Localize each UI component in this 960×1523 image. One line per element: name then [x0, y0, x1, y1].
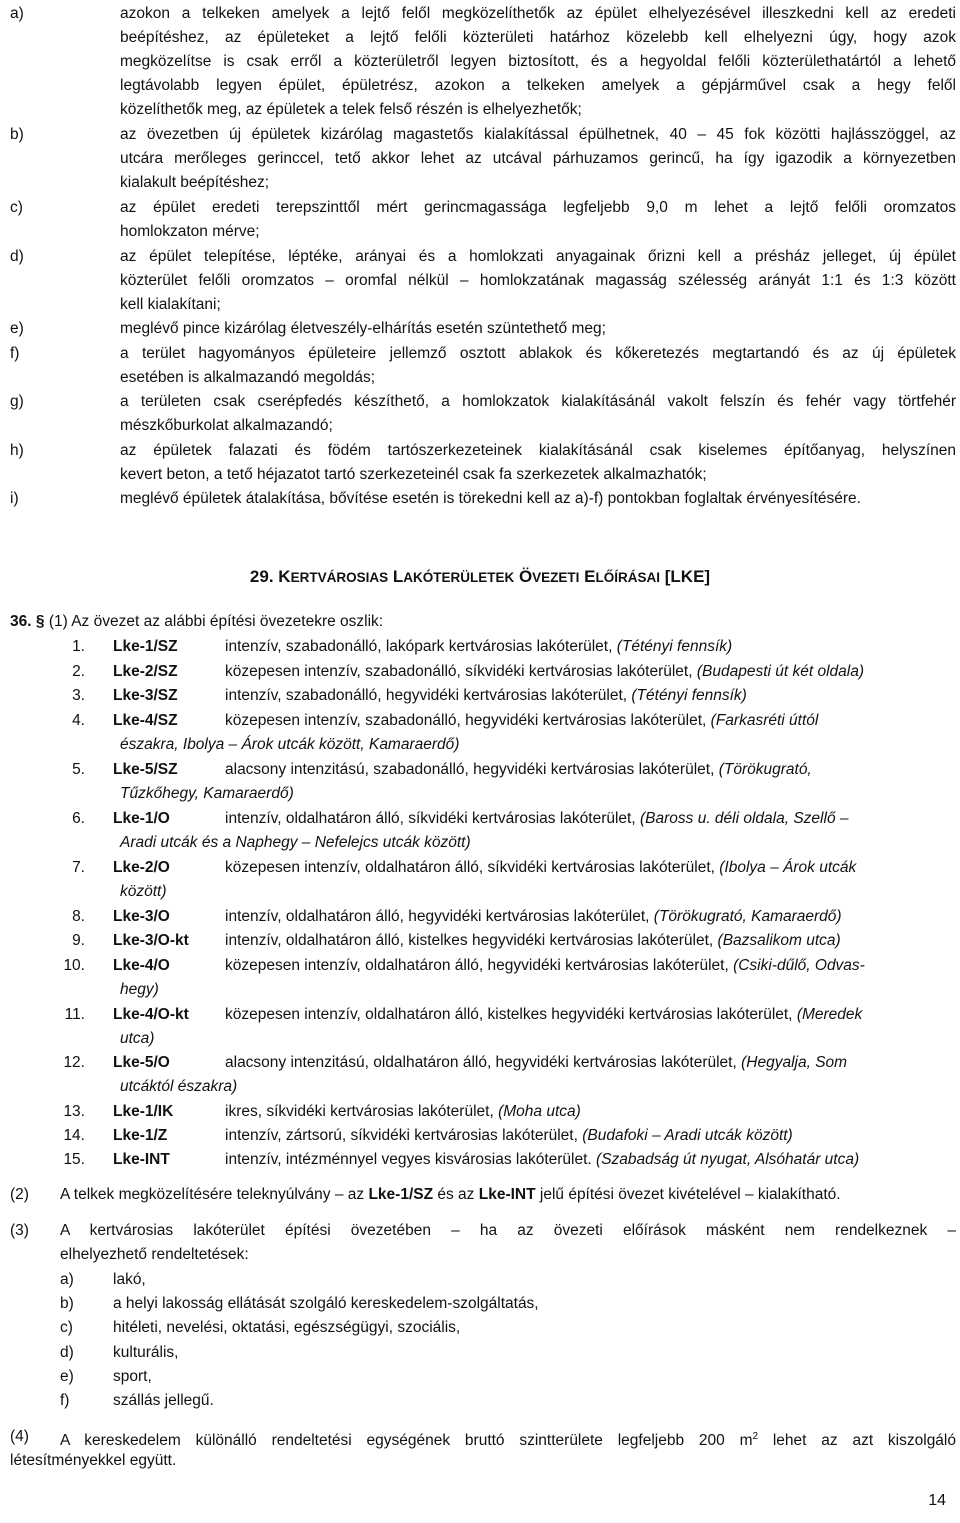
list-label: g): [10, 393, 24, 410]
list-label: a): [10, 5, 24, 22]
list-label: e): [10, 320, 24, 337]
list-item-line: a területen csak cserépfedés készíthető, a homlokzatok kialakításánál vakolt felszín és fehér vagy törtfehér: [120, 393, 956, 410]
list-item-line: beépítéshez, az épületeket a lejtő felőli közterületi határhoz közelebb kell elhelyezni úgy, hogy azok: [120, 29, 956, 46]
list-item-line: meglévő épületek átalakítása, bővítése esetén is törekedni kell az a)-f) pontokban foglaltak érvényesítésére.: [120, 490, 861, 507]
list-item-line: megközelítse is csak erről a közterületről legyen biztosított, és a hegyoldal felőli közterülethatártól a lehető: [120, 53, 956, 70]
list-item-line: közterület felőli oromzatos – oromfal nélkül – homlokzatának magasság szélesség arányát 1:1 és 1:3 között: [120, 272, 956, 289]
list-item-line: homlokzaton mérve;: [120, 223, 260, 240]
list-item-line: az épület telepítése, léptéke, arányai és a homlokzati anyagainak őrizni kell a présház jelleget, új épület: [120, 248, 956, 265]
list-label: d): [10, 248, 24, 265]
list-item-line: legtávolabb legyen épület, épületrész, azokon a telkeken amelyek a gépjárművel csak a hegy felől: [120, 77, 956, 94]
page-number: 14: [928, 1492, 946, 1509]
list-item-line: mészkőburkolat alkalmazandó;: [120, 417, 333, 434]
list-item-line: az övezetben új épületek kizárólag magastetős kialakítással épülhetnek, 40 – 45 fok közötti hajlásszöggel, az: [120, 126, 956, 143]
list-item-line: utcára merőleges gerinccel, tető akkor lehet az utcával párhuzamos gerincű, ha így igazodik a környezetben: [120, 150, 956, 167]
list-item-line: az épület eredeti terepszinttől mért gerincmagassága legfeljebb 9,0 m lehet a lejtő felőli oromzatos: [120, 199, 956, 216]
list-item-line: közelíthetők meg, az épületek a telek felső részén is elhelyezhetők;: [120, 101, 582, 118]
list-label: i): [10, 490, 19, 507]
list-item-line: kevert beton, a tető héjazatot tartó szerkezeteinél csak fa szerkezetek alkalmazhatók;: [120, 466, 707, 483]
section-title: [0, 563, 960, 592]
list-item-line: meglévő pince kizárólag életveszély-elhárítás esetén szüntethető meg;: [120, 320, 606, 337]
list-label: c): [10, 199, 23, 216]
list-label: b): [10, 126, 24, 143]
section-number: 29.: [249, 567, 274, 586]
document-page: a) azokon a telkeken amelyek a lejtő felől megközelíthetők az épület elhelyezésével illeszkedni kell az eredeti beépítéshez, az épületeket a lejtő felőli közterületi határhoz közelebb kell elhelyezni úgy, hogy azok megközelítse is csak erről a közterületről legyen biztosított, és a hegyoldal felőli közterülethatártól a lehető legtávolabb legyen épület, épületrész, azokon a telkeken amelyek a gépjárművel csak a hegy felől közelíthetők meg, az épületek a telek felső részén is elhelyezhetők; b) az övezetben új épületek kizárólag magastetős kialakítással épülhetnek, 40 – 45 fok közötti hajlásszöggel, az utcára merőleges gerinccel, tető akkor lehet az utcával párhuzamos gerincű, ha így igazodik a környezetben kialakult beépítéshez; c) az épület eredeti terepszinttől mért gerincmagassága legfeljebb 9,0 m lehet a lejtő felőli oromzatos homlokzaton mérve; d) az épület telepítése, léptéke, arányai és a homlokzati anyagainak őrizni kell a présház jelleget, új épület közterület felőli oromzatos – oromfal nélkül – homlokzatának magasság szélesség arányát 1:1 és 1:3 között kell kialakítani; e) meglévő pince kizárólag életveszély-elhárítás esetén szüntethető meg; f) a terület hagyományos épületeire jellemző osztott ablakok és kőkeretezés megtartandó és az új épületek esetében is alkalmazandó megoldás; g) a területen csak cserépfedés készíthető, a homlokzatok kialakításánál vakolt felszín és fehér vagy törtfehér mészkőburkolat alkalmazandó; h) az épületek falazati és födém tartószerkezeteinek kialakításánál csak kiselemes építőanyag, helyszínen kevert beton, a tető héjazatot tartó szerkezeteinél csak fa szerkezetek alkalmazhatók; i) meglévő épületek átalakítása, bővítése esetén is törekedni kell az a)-f) pontokban foglaltak érvényesítésére. 29. KERTVÁROSIAS LAKÓTERÜLETEK ÖVEZETI ELŐÍRÁSAI [LKE] 36. § (1) Az övezet az alábbi építési övezetekre oszlik: 1. Lke-1/SZ intenzív, szabadonálló, lakópark kertvárosias lakóterület, (Tétényi fennsík) 2. Lke-2/SZ közepesen intenzív, szabadonálló, síkvidéki kertvárosias lakóterület, (Budapesti út két oldala) 3. Lke-3/SZ intenzív, szabadonálló, hegyvidéki kertvárosias lakóterület, (Tétényi fennsík) 4. Lke-4/SZ közepesen intenzív, szabadonálló, hegyvidéki kertvárosias lakóterület, (Farkasréti úttól északra, Ibolya – Árok utcák között, Kamaraerdő) 5. Lke-5/SZ alacsony intenzitású, szabadonálló, hegyvidéki kertvárosias lakóterület, (Törökugrató, Tűzkőhegy, Kamaraerdő) 6. Lke-1/O intenzív, oldalhatáron álló, síkvidéki kertvárosias lakóterület, (Baross u. déli oldala, Szellő – Aradi utcák és a Naphegy – Nefelejcs utcák között) 7. Lke-2/O közepesen intenzív, oldalhatáron álló, síkvidéki kertvárosias lakóterület, (Ibolya – Árok utcák között) 8. Lke-3/O intenzív, oldalhatáron álló, hegyvidéki kertvárosias lakóterület, (Törökugrató, Kamaraerdő) 9. Lke-3/O-kt intenzív, oldalhatáron álló, kistelkes hegyvidéki kertvárosias lakóterület, (Bazsalikom utca) 10. Lke-4/O közepesen intenzív, oldalhatáron álló, hegyvidéki kertvárosias lakóterület, (Csiki-dűlő, Odvas- hegy) 11. Lke-4/O-kt közepesen intenzív, oldalhatáron álló, kistelkes hegyvidéki kertvárosias lakóterület, (Meredek utca) 12. Lke-5/O alacsony intenzitású, oldalhatáron álló, hegyvidéki kertvárosias lakóterület, (Hegyalja, Som utcáktól északra) 13. Lke-1/IK ikres, síkvidéki kertvárosias lakóterület, (Moha utca) 14. Lke-1/Z intenzív, zártsorú, síkvidéki kertvárosias lakóterület, (Budafoki – Aradi utcák között) 15. Lke-INT intenzív, intézménnyel vegyes kisvárosias lakóterület. (Szabadság út nyugat, Alsóhatár utca) (2) A telkek megközelítésére teleknyúlvány – az Lke-1/SZ és az Lke-INT jelű építési övezet kivételével – kialakítható. (3) A kertvárosias lakóterület építési övezetében – ha az övezeti előírások másként nem rendelkeznek – elhelyezhető rendeltetések: a) lakó, b) a helyi lakosság ellátását szolgáló kereskedelem-szolgáltatás, c) hitéleti, nevelési, oktatási, egészségügyi, szociális, d) kulturális, e) sport, f) szállás jellegű. (4) A kereskedelem különálló rendeltetési egységének bruttó szintterülete legfeljebb 200 $m^2$ lehet az azt kiszolgáló létesítményekkel együtt. 14: [0, 0, 960, 1523]
list-item-line: az épületek falazati és födém tartószerkezeteinek kialakításánál csak kiselemes építőanyag, helyszínen: [120, 442, 956, 459]
list-item-line: kell kialakítani;: [120, 296, 221, 313]
list-label: f): [10, 345, 20, 362]
section-title-text: KERTVÁROSIAS LAKÓTERÜLETEK ÖVEZETI ELŐÍRÁSAI [LKE]: [278, 567, 711, 586]
list-item-line: esetében is alkalmazandó megoldás;: [120, 369, 376, 386]
paragraph-36-heading: 36. § (1) Az övezet az alábbi építési övezetekre oszlik:: [10, 613, 384, 630]
list-item-line: kialakult beépítéshez;: [120, 174, 270, 191]
list-label: h): [10, 442, 24, 459]
list-item-line: a terület hagyományos épületeire jellemző osztott ablakok és kőkeretezés megtartandó és az új épületek: [120, 345, 956, 362]
list-item-line: azokon a telkeken amelyek a lejtő felől megközelíthetők az épület elhelyezésével illeszkedni kell az eredeti: [120, 5, 956, 22]
